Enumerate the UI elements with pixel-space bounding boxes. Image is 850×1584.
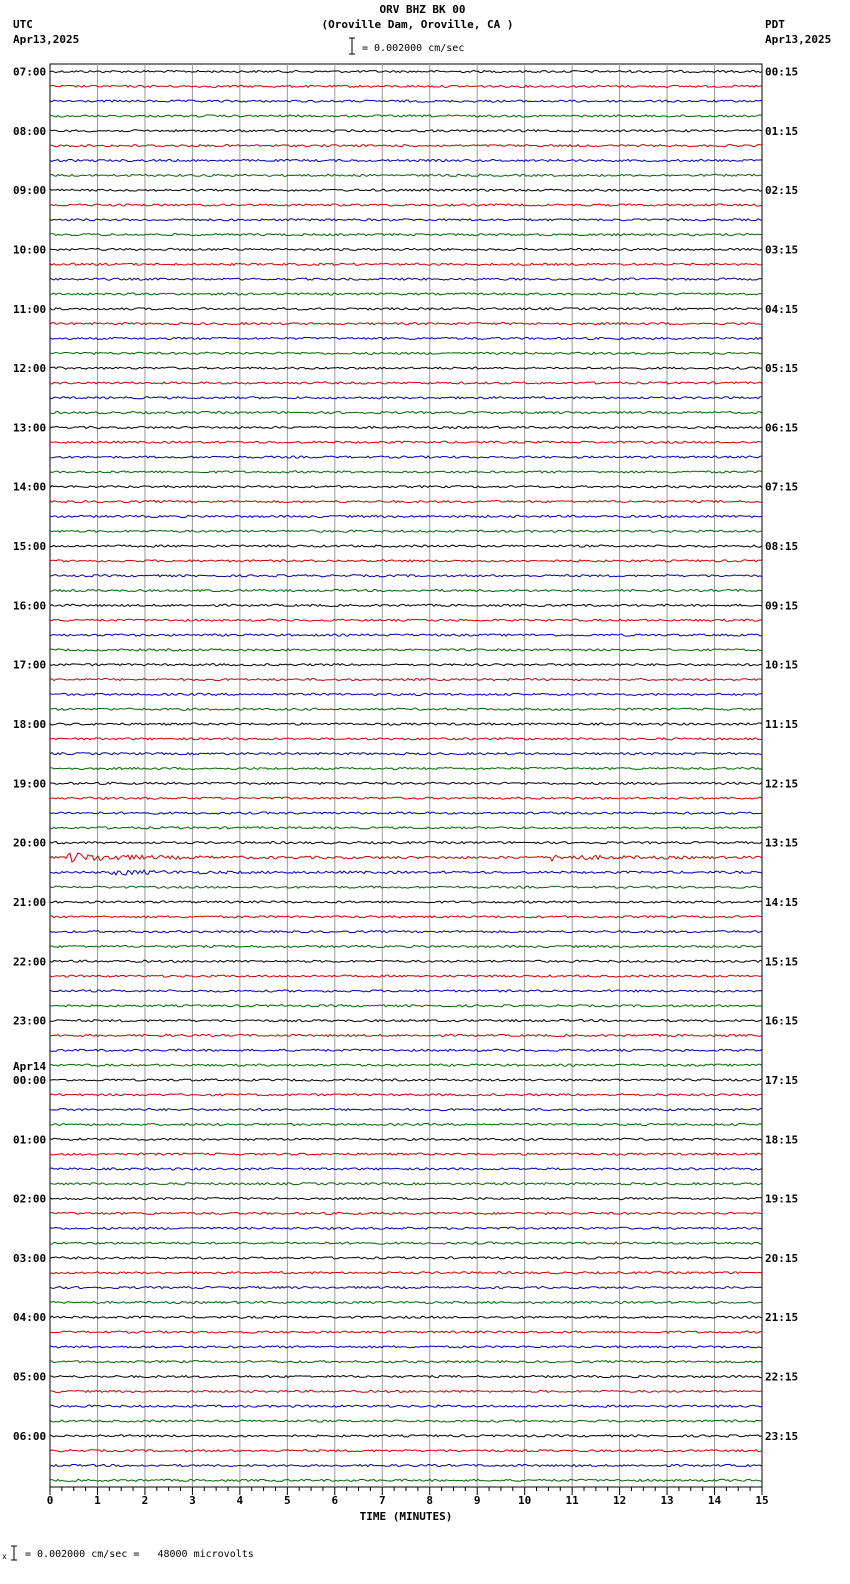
seismic-trace (50, 1375, 762, 1377)
utc-hour-label: 19:00 (13, 777, 47, 791)
pdt-hour-label: 18:15 (765, 1133, 799, 1147)
seismic-trace (50, 456, 762, 458)
seismic-trace (50, 827, 762, 829)
seismic-trace (50, 1390, 762, 1392)
x-tick-label: 1 (94, 1494, 101, 1507)
seismic-trace (50, 441, 762, 443)
seismic-trace (50, 159, 762, 161)
seismic-trace (50, 530, 762, 532)
seismic-trace (50, 619, 762, 621)
seismic-trace (50, 515, 762, 517)
seismic-trace (50, 1197, 762, 1199)
seismic-trace (50, 738, 762, 740)
left-date: Apr13,2025 (13, 33, 80, 46)
seismic-trace (50, 263, 762, 265)
seismic-trace (50, 1034, 762, 1036)
seismic-trace (50, 853, 762, 862)
seismic-trace (50, 1450, 762, 1452)
seismic-trace (50, 1435, 762, 1437)
seismic-trace (50, 145, 762, 147)
seismic-trace (50, 234, 762, 236)
seismic-trace (50, 575, 762, 577)
seismic-trace (50, 219, 762, 221)
seismic-trace (50, 604, 762, 606)
seismic-trace (50, 426, 762, 428)
seismic-trace (50, 1361, 762, 1363)
seismic-trace (50, 842, 762, 844)
seismic-trace (50, 352, 762, 354)
x-tick-label: 13 (660, 1494, 674, 1507)
x-tick-label: 11 (565, 1494, 579, 1507)
seismic-trace (50, 100, 762, 102)
pdt-hour-label: 15:15 (765, 955, 799, 969)
pdt-hour-label: 03:15 (765, 243, 799, 257)
seismic-trace (50, 500, 762, 502)
pdt-hour-label: 12:15 (765, 777, 799, 791)
seismic-trace (50, 1286, 762, 1288)
utc-hour-label: 00:00 (13, 1073, 47, 1087)
seismic-trace (50, 486, 762, 488)
plot-frame (50, 64, 762, 1487)
seismic-trace (50, 115, 762, 117)
seismic-trace (50, 1257, 762, 1259)
seismic-trace (50, 1479, 762, 1481)
seismic-trace (50, 782, 762, 784)
right-date: Apr13,2025 (765, 33, 832, 46)
utc-hour-label: 15:00 (13, 540, 47, 554)
utc-hour-label: 05:00 (13, 1370, 47, 1384)
pdt-hour-label: 13:15 (765, 836, 799, 850)
seismic-trace (50, 1049, 762, 1051)
pdt-hour-label: 23:15 (765, 1429, 799, 1443)
x-tick-label: 0 (46, 1494, 54, 1507)
pdt-hour-label: 00:15 (765, 65, 799, 79)
x-tick-label: 4 (236, 1494, 244, 1507)
seismic-trace (50, 70, 762, 72)
seismic-trace (50, 945, 762, 947)
seismic-trace (50, 1420, 762, 1422)
seismic-trace (50, 1331, 762, 1333)
right-timezone: PDT (765, 18, 785, 31)
seismic-trace (50, 975, 762, 977)
utc-hour-label: 22:00 (13, 955, 47, 969)
seismic-trace (50, 174, 762, 176)
utc-hour-label: 03:00 (13, 1251, 47, 1265)
pdt-hour-label: 06:15 (765, 421, 799, 435)
pdt-hour-label: 19:15 (765, 1192, 799, 1206)
x-tick-label: 14 (707, 1494, 722, 1507)
pdt-hour-label: 21:15 (765, 1311, 799, 1325)
pdt-hour-label: 16:15 (765, 1014, 799, 1028)
seismic-trace (50, 1020, 762, 1022)
seismic-trace (50, 886, 762, 888)
pdt-hour-label: 17:15 (765, 1073, 799, 1087)
seismic-trace (50, 649, 762, 651)
pdt-hour-label: 10:15 (765, 658, 799, 672)
seismic-trace (50, 767, 762, 769)
pdt-hour-label: 05:15 (765, 362, 799, 376)
pdt-hour-label: 11:15 (765, 718, 799, 732)
seismic-trace (50, 278, 762, 280)
pdt-hour-label: 09:15 (765, 599, 799, 613)
seismic-trace (50, 753, 762, 755)
pdt-hour-label: 01:15 (765, 124, 799, 138)
x-axis-label: TIME (MINUTES) (359, 1510, 453, 1523)
seismic-trace (50, 916, 762, 918)
utc-hour-label: 20:00 (13, 836, 47, 850)
seismic-trace (50, 367, 762, 369)
seismic-trace (50, 1405, 762, 1407)
seismic-trace (50, 990, 762, 992)
x-tick-label: 12 (612, 1494, 627, 1507)
pdt-hour-label: 14:15 (765, 895, 799, 909)
scale-label: = 0.002000 cm/sec (362, 43, 465, 54)
seismic-trace (50, 204, 762, 206)
seismic-trace (50, 931, 762, 933)
seismic-trace (50, 1346, 762, 1348)
seismic-trace (50, 664, 762, 666)
seismic-trace (50, 85, 762, 87)
seismic-trace (50, 960, 762, 962)
x-tick-label: 10 (518, 1494, 532, 1507)
pdt-hour-label: 20:15 (765, 1251, 799, 1265)
seismic-trace (50, 1301, 762, 1303)
left-timezone: UTC (13, 18, 33, 31)
seismic-trace (50, 323, 762, 325)
seismic-trace (50, 1183, 762, 1185)
seismic-trace (50, 1316, 762, 1318)
seismic-trace (50, 308, 762, 310)
seismic-trace (50, 634, 762, 636)
seismic-trace (50, 560, 762, 562)
seismic-trace (50, 1123, 762, 1125)
seismic-trace (50, 293, 762, 295)
utc-hour-label: 18:00 (13, 718, 47, 732)
seismic-trace (50, 901, 762, 903)
x-tick-label: 8 (426, 1494, 434, 1507)
utc-hour-label: 04:00 (13, 1311, 47, 1325)
seismic-trace (50, 870, 762, 875)
utc-hour-label: 16:00 (13, 599, 47, 613)
date-change-label: Apr14 (13, 1059, 47, 1073)
seismic-trace (50, 1138, 762, 1140)
seismic-trace (50, 723, 762, 725)
utc-hour-label: 07:00 (13, 65, 47, 79)
seismic-trace (50, 812, 762, 814)
utc-hour-label: 21:00 (13, 895, 47, 909)
utc-hour-label: 09:00 (13, 184, 47, 198)
seismic-trace (50, 678, 762, 680)
seismic-trace (50, 382, 762, 384)
seismic-trace (50, 1464, 762, 1466)
utc-hour-label: 06:00 (13, 1429, 47, 1443)
station-title: ORV BHZ BK 00 (379, 3, 466, 16)
seismic-trace (50, 397, 762, 399)
seismic-trace (50, 1094, 762, 1096)
pdt-hour-label: 02:15 (765, 184, 799, 198)
utc-hour-label: 10:00 (13, 243, 47, 257)
seismic-trace (50, 248, 762, 250)
pdt-hour-label: 22:15 (765, 1370, 799, 1384)
x-tick-label: 15 (755, 1494, 769, 1507)
seismic-trace (50, 1242, 762, 1244)
seismic-trace (50, 1005, 762, 1007)
x-tick-label: 9 (473, 1494, 481, 1507)
utc-hour-label: 13:00 (13, 421, 47, 435)
utc-hour-label: 02:00 (13, 1192, 47, 1206)
x-tick-label: 7 (378, 1494, 386, 1507)
x-tick-label: 3 (189, 1494, 196, 1507)
seismic-trace (50, 589, 762, 591)
utc-hour-label: 14:00 (13, 480, 47, 494)
x-tick-label: 2 (141, 1494, 149, 1507)
x-tick-label: 6 (331, 1494, 339, 1507)
utc-hour-label: 08:00 (13, 124, 47, 138)
seismic-trace (50, 1109, 762, 1111)
pdt-hour-label: 07:15 (765, 480, 799, 494)
seismic-trace (50, 545, 762, 547)
pdt-hour-label: 04:15 (765, 302, 799, 316)
seismic-trace (50, 1168, 762, 1170)
pdt-hour-label: 08:15 (765, 540, 799, 554)
seismic-trace (50, 1153, 762, 1155)
utc-hour-label: 01:00 (13, 1133, 47, 1147)
seismic-trace (50, 1227, 762, 1229)
seismic-trace (50, 708, 762, 710)
seismic-trace (50, 1079, 762, 1081)
utc-hour-label: 12:00 (13, 362, 47, 376)
utc-hour-label: 11:00 (13, 302, 47, 316)
seismic-trace (50, 337, 762, 339)
footer-scale-note: = 0.002000 cm/sec = 48000 microvolts (25, 1549, 254, 1560)
seismic-trace (50, 693, 762, 695)
seismic-trace (50, 411, 762, 413)
seismic-trace (50, 130, 762, 132)
svg-text:x: x (2, 1552, 7, 1561)
seismic-trace (50, 1212, 762, 1214)
seismic-trace (50, 1272, 762, 1274)
seismic-trace (50, 189, 762, 191)
x-tick-label: 5 (284, 1494, 291, 1507)
seismic-trace (50, 471, 762, 473)
seismic-trace (50, 797, 762, 799)
utc-hour-label: 23:00 (13, 1014, 47, 1028)
station-location: (Oroville Dam, Oroville, CA ) (321, 18, 514, 31)
seismic-trace (50, 1064, 762, 1066)
utc-hour-label: 17:00 (13, 658, 47, 672)
